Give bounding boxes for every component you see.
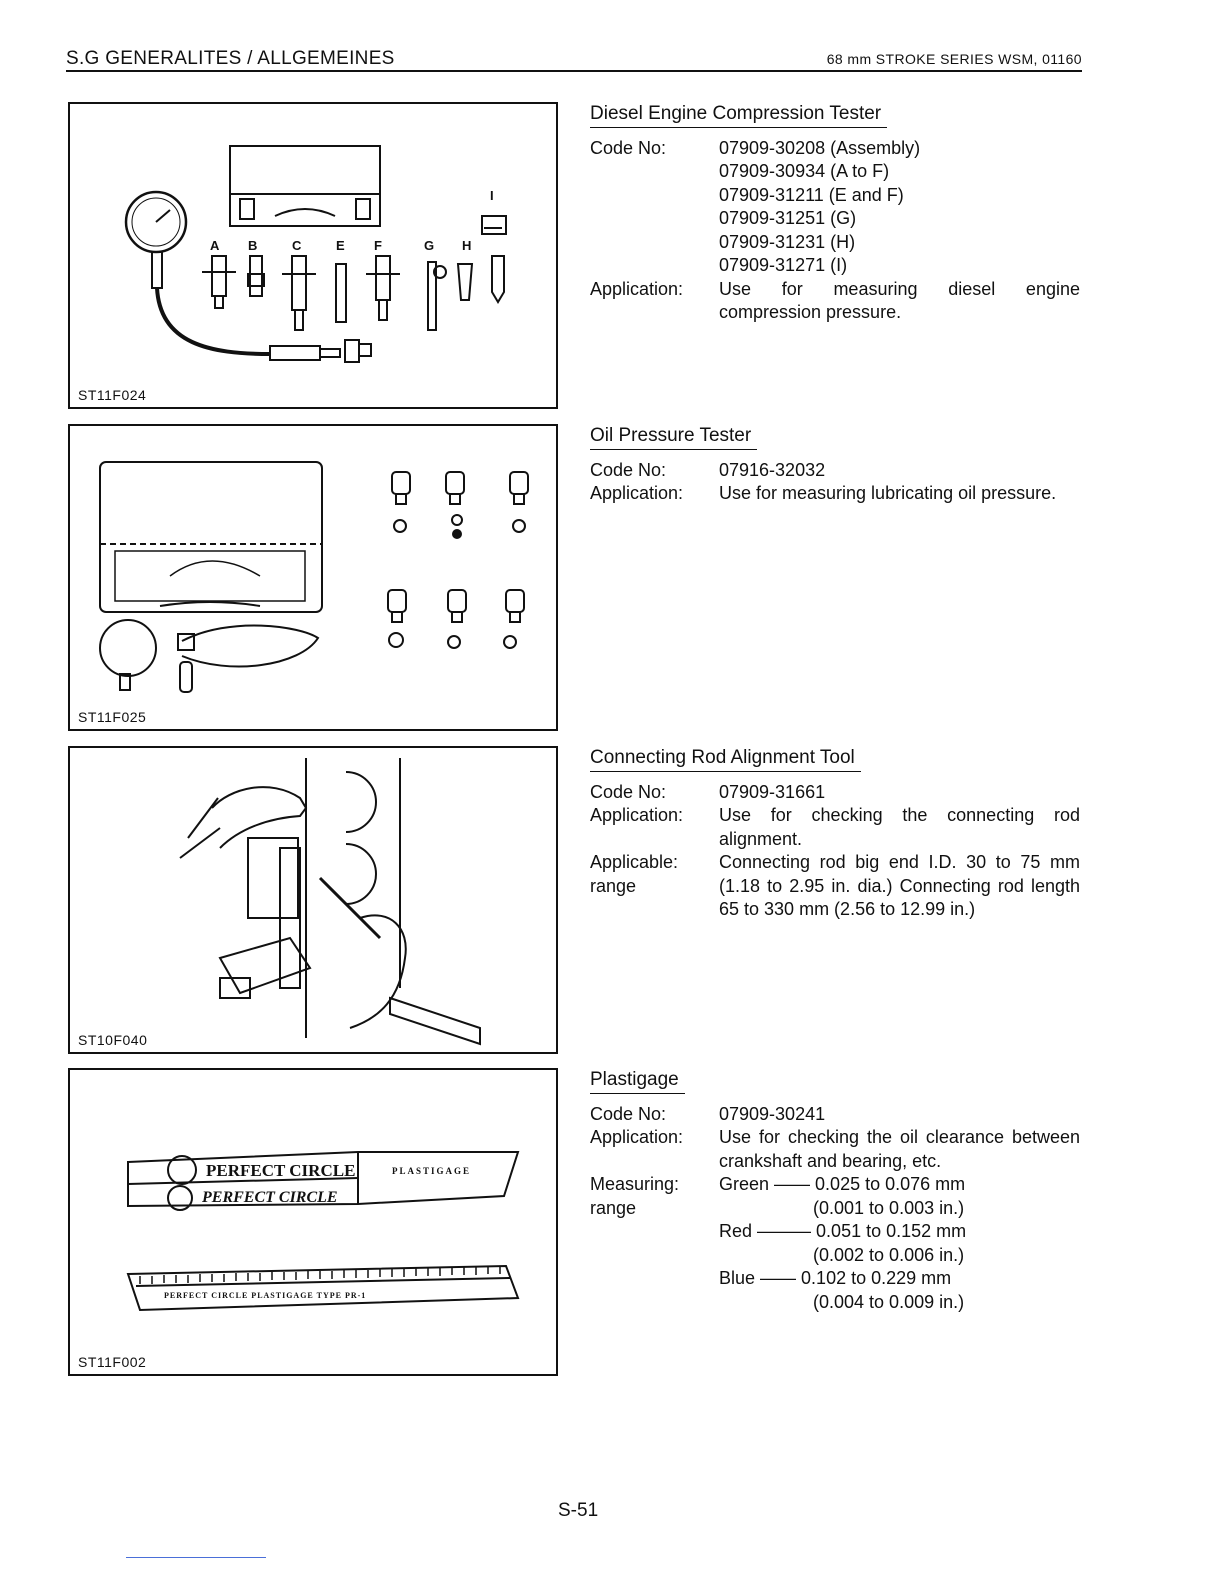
tool-title: Connecting Rod Alignment Tool [590, 746, 1080, 772]
oil-pressure-tester-illustration [70, 426, 556, 729]
plastigage-illustration [70, 1070, 556, 1374]
figure-label: ST11F002 [78, 1354, 147, 1370]
part-letter-g: G [424, 238, 435, 253]
box-text-2: PERFECT CIRCLE [202, 1189, 338, 1206]
connecting-rod-tool-illustration [70, 748, 556, 1052]
part-letter-c: C [292, 238, 302, 253]
part-letter-f: F [374, 238, 382, 253]
application-key: Application: [590, 278, 684, 299]
part-letter-e: E [336, 238, 345, 253]
range-red: Red ——— 0.051 to 0.152 mm [719, 1221, 967, 1241]
applicable-range-text: Connecting rod big end I.D. 30 to 75 mm (1.18 to 2.95 in. dia.) Connecting rod length 65 to 330 mm (2.56 to 12.99 in.) [719, 852, 1080, 919]
measuring-range-list: Green —— 0.025 to 0.076 mm (0.001 to 0.003 in.) Red ——— 0.051 to 0.152 mm (0.002 to 0.006 in.) Blue —— 0.102 to 0.229 mm (0.004 to 0.009 in.) [719, 1173, 1080, 1314]
box-side-text: PLASTIGAGE [392, 1166, 472, 1176]
application-text: Use for measuring diesel engine compression pressure. [719, 278, 1080, 322]
box-text-1: PERFECT CIRCLE [206, 1161, 356, 1180]
figure-connecting-rod-tool [68, 746, 558, 1054]
measuring-range-key: Measuring: range [590, 1174, 680, 1218]
figure-plastigage [68, 1068, 558, 1376]
figure-oil-pressure-tester [68, 424, 558, 731]
series-title: 68 mm STROKE SERIES WSM, 01160 [826, 51, 1082, 67]
tool-title: Oil Pressure Tester [590, 424, 1080, 450]
code-key: Code No: [590, 459, 667, 480]
tool-oil-pressure-tester [590, 424, 1080, 506]
tool-connecting-rod-alignment [590, 746, 1080, 922]
application-key: Application: [590, 805, 684, 825]
figure-label: ST10F040 [78, 1032, 148, 1048]
code-value: 07909-30241 [719, 1103, 826, 1124]
code-key: Code No: [590, 781, 667, 802]
header-divider [66, 70, 1082, 72]
strip-text: PERFECT CIRCLE PLASTIGAGE TYPE PR-1 [164, 1291, 367, 1300]
tool-plastigage [590, 1068, 1080, 1314]
application-key: Application: [590, 483, 684, 503]
section-title: S.G GENERALITES / ALLGEMEINES [66, 48, 395, 69]
range-green: Green —— 0.025 to 0.076 mm [719, 1174, 966, 1194]
tool-title: Diesel Engine Compression Tester [590, 102, 1080, 128]
applicable-range-key: Applicable: range [590, 852, 679, 896]
figure-compression-tester [68, 102, 558, 409]
compression-tester-illustration [70, 104, 556, 407]
tool-compression-tester [590, 102, 1080, 325]
range-blue: Blue —— 0.102 to 0.229 mm [719, 1268, 952, 1288]
part-letter-b: B [248, 238, 258, 253]
code-value: 07909-31661 [719, 781, 826, 802]
application-text: Use for checking the connecting rod alignment. [719, 805, 1080, 849]
footer-line [126, 1557, 266, 1558]
code-list: 07909-30208 (Assembly) 07909-30934 (A to F) 07909-31211 (E and F) 07909-31251 (G) 07909-31231 (H) 07909-31271 (I) [719, 137, 921, 275]
part-letter-a: A [210, 238, 220, 253]
page-number: S-51 [558, 1500, 599, 1521]
application-key: Application: [590, 1127, 684, 1147]
tool-title: Plastigage [590, 1068, 1080, 1094]
figure-label: ST11F024 [78, 387, 147, 403]
application-text: Use for measuring lubricating oil pressure. [719, 483, 1057, 503]
part-letter-i: I [490, 188, 494, 203]
figure-label: ST11F025 [78, 709, 147, 725]
code-value: 07916-32032 [719, 459, 826, 480]
part-letter-h: H [462, 238, 472, 253]
code-key: Code No: [590, 137, 667, 158]
code-key: Code No: [590, 1103, 667, 1124]
application-text: Use for checking the oil clearance between crankshaft and bearing, etc. [719, 1127, 1080, 1171]
